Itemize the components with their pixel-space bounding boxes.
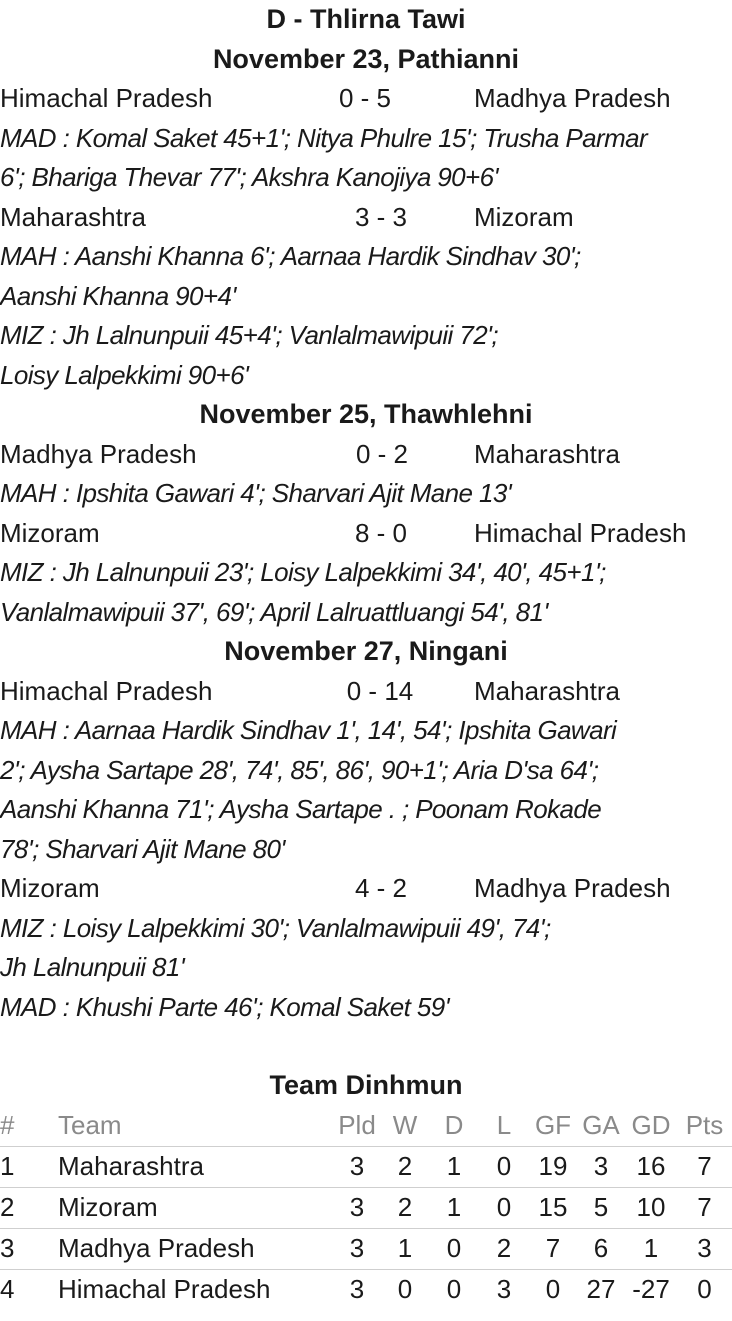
scorer-line: Vanlalmawipuii 37', 69'; April Lalruattluangi 54', 81' [0, 596, 548, 627]
standings-header-row [0, 1106, 732, 1147]
table-row [0, 1269, 732, 1310]
goals-against-cell: 3 [577, 1146, 625, 1187]
match-row [0, 869, 732, 909]
home-team: Maharashtra [0, 201, 146, 232]
column-header: D [429, 1106, 479, 1147]
match-row [0, 79, 732, 119]
standings-title: Team Dinhmun [269, 1070, 463, 1100]
losses-cell: 0 [479, 1146, 529, 1187]
match-row [0, 672, 732, 712]
round-heading: November 23, Pathianni [212, 43, 520, 74]
points-cell: 7 [677, 1187, 732, 1228]
match-row [0, 198, 732, 238]
scorer-line: MIZ : Jh Lalnunpuii 23'; Loisy Lalpekkimi 34', 40', 45+1'; [0, 557, 606, 587]
away-team: Maharashtra [474, 438, 620, 469]
home-team: Himachal Pradesh [0, 675, 213, 706]
scorer-line: 78'; Sharvari Ajit Mane 80' [0, 833, 285, 864]
losses-cell: 0 [479, 1187, 529, 1228]
home-team: Mizoram [0, 873, 100, 903]
match-score: 4 - 2 [354, 873, 408, 903]
goals-for-cell: 19 [529, 1146, 577, 1187]
match-row [0, 435, 732, 475]
goal-difference-cell: 1 [625, 1228, 677, 1269]
played-cell: 3 [349, 1274, 365, 1304]
table-row [0, 1228, 732, 1269]
wins-cell: 1 [381, 1228, 429, 1269]
away-team: Himachal Pradesh [474, 517, 687, 548]
goal-difference-cell: -27 [632, 1274, 670, 1304]
column-header: # [0, 1106, 58, 1147]
scorer-line: Aanshi Khanna 71'; Aysha Sartape . ; Poonam Rokade [0, 794, 602, 824]
column-header: L [479, 1106, 529, 1147]
draws-cell: 0 [446, 1274, 462, 1304]
wins-cell: 2 [381, 1187, 429, 1228]
goal-difference-cell: 10 [625, 1187, 677, 1228]
goals-for-cell: 0 [545, 1274, 561, 1304]
position-cell: 2 [0, 1187, 58, 1228]
match-score: 0 - 5 [338, 83, 392, 113]
played-cell: 3 [333, 1146, 381, 1187]
goals-against-cell: 27 [586, 1274, 616, 1304]
draws-cell: 1 [429, 1187, 479, 1228]
team-cell: Himachal Pradesh [58, 1274, 271, 1304]
scorer-line: 6'; Bhariga Thevar 77'; Akshra Kanojiya 90+6' [0, 162, 498, 192]
scorer-line: MAH : Aarnaa Hardik Sindhav 1', 14', 54'; Ipshita Gawari [0, 715, 617, 745]
match-row [0, 514, 732, 554]
match-score: 8 - 0 [354, 517, 408, 548]
team-cell: Maharashtra [58, 1146, 333, 1187]
team-cell: Mizoram [58, 1187, 333, 1228]
points-cell: 7 [677, 1146, 732, 1187]
team-cell: Madhya Pradesh [58, 1228, 333, 1269]
standings-table [0, 1106, 732, 1310]
played-cell: 3 [333, 1187, 381, 1228]
played-cell: 3 [333, 1228, 381, 1269]
column-header: GA [577, 1106, 625, 1147]
scorer-line: MAH : Aanshi Khanna 6'; Aarnaa Hardik Sindhav 30'; [0, 241, 581, 271]
scorer-line: MAD : Komal Saket 45+1'; Nitya Phulre 15'; Trusha Parmar [0, 122, 648, 153]
goals-for-cell: 15 [529, 1187, 577, 1228]
column-header: GF [529, 1106, 577, 1147]
round-heading: November 25, Thawhlehni [199, 399, 533, 429]
draws-cell: 0 [429, 1228, 479, 1269]
column-header: Pld [333, 1106, 381, 1147]
draws-cell: 1 [429, 1146, 479, 1187]
scorer-line: 2'; Aysha Sartape 28', 74', 85', 86', 90+1'; Aria D'sa 64'; [0, 754, 599, 785]
match-score: 0 - 2 [355, 438, 409, 469]
away-team: Mizoram [474, 201, 574, 232]
column-header: Team [58, 1106, 333, 1147]
wins-cell: 0 [397, 1274, 413, 1304]
home-team: Mizoram [0, 517, 100, 548]
goals-against-cell: 6 [577, 1228, 625, 1269]
table-row [0, 1187, 732, 1228]
position-cell: 4 [0, 1274, 15, 1304]
scorer-line: MIZ : Jh Lalnunpuii 45+4'; Vanlalmawipuii 72'; [0, 320, 499, 350]
table-row [0, 1146, 732, 1187]
position-cell: 3 [0, 1228, 58, 1269]
match-score: 0 - 14 [346, 675, 414, 706]
wins-cell: 2 [381, 1146, 429, 1187]
home-team: Himachal Pradesh [0, 83, 213, 113]
losses-cell: 3 [496, 1274, 512, 1304]
goal-difference-cell: 16 [625, 1146, 677, 1187]
column-header: GD [625, 1106, 677, 1147]
scorer-line: Aanshi Khanna 90+4' [0, 280, 236, 311]
away-team: Madhya Pradesh [474, 83, 671, 113]
home-team: Madhya Pradesh [0, 438, 197, 469]
scorer-line: MAD : Khushi Parte 46'; Komal Saket 59' [0, 991, 449, 1022]
column-header: W [381, 1106, 429, 1147]
position-cell: 1 [0, 1146, 58, 1187]
section-spacer [0, 1027, 732, 1066]
round-heading: November 27, Ningani [224, 636, 508, 666]
scorer-line: MAH : Ipshita Gawari 4'; Sharvari Ajit Mane 13' [0, 478, 512, 508]
losses-cell: 2 [479, 1228, 529, 1269]
column-header: Pts [677, 1106, 732, 1147]
points-cell: 3 [677, 1228, 732, 1269]
points-cell: 0 [697, 1274, 712, 1304]
goals-for-cell: 7 [529, 1228, 577, 1269]
scorer-line: MIZ : Loisy Lalpekkimi 30'; Vanlalmawipuii 49', 74'; [0, 912, 551, 943]
group-title: D - Thlirna Tawi [266, 4, 466, 34]
scorer-line: Loisy Lalpekkimi 90+6' [0, 359, 249, 390]
away-team: Maharashtra [474, 675, 620, 706]
away-team: Madhya Pradesh [474, 873, 671, 903]
match-score: 3 - 3 [354, 201, 408, 232]
scorer-line: Jh Lalnunpuii 81' [0, 952, 185, 982]
goals-against-cell: 5 [577, 1187, 625, 1228]
